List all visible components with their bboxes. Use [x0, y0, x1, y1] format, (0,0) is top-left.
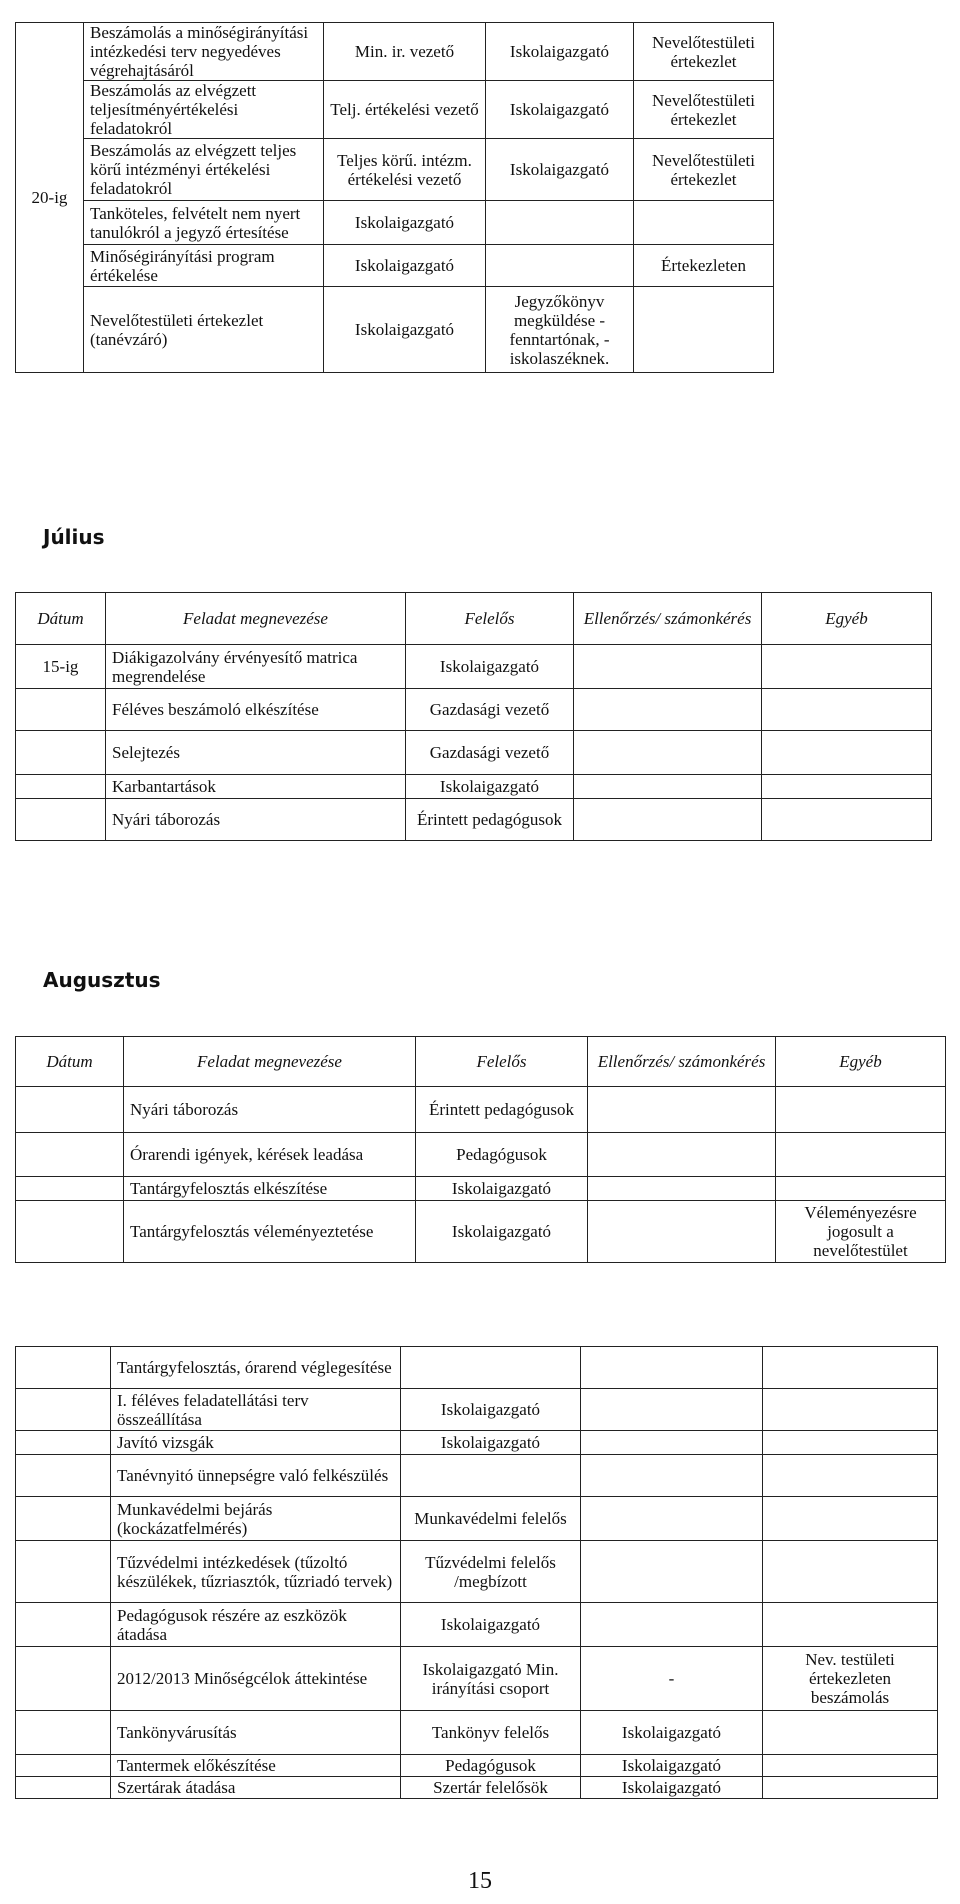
task-cell: Nevelőtestületi értekezlet (tanévzáró)	[84, 287, 324, 373]
header-owner: Felelős	[416, 1037, 588, 1087]
date-cell	[16, 799, 106, 841]
owner-cell: Gazdasági vezető	[406, 689, 574, 731]
check-cell: Iskolaigazgató	[581, 1755, 763, 1777]
header-task: Feladat megnevezése	[124, 1037, 416, 1087]
date-cell	[16, 1133, 124, 1177]
date-cell: 15-ig	[16, 645, 106, 689]
other-cell: Nev. testületi értekezleten beszámolás	[763, 1647, 938, 1711]
header-task: Feladat megnevezése	[106, 593, 406, 645]
task-cell: Tantárgyfelosztás elkészítése	[124, 1177, 416, 1201]
task-cell: I. féléves feladatellátási terv összeállítása	[111, 1389, 401, 1431]
other-cell	[776, 1133, 946, 1177]
other-cell: Értekezleten	[634, 245, 774, 287]
task-cell: Beszámolás az elvégzett teljesítményértékelési feladatokról	[84, 81, 324, 139]
date-cell	[16, 1711, 111, 1755]
check-cell	[581, 1347, 763, 1389]
other-cell: Nevelőtestületi értekezlet	[634, 139, 774, 201]
augusztus-continued-table	[15, 1346, 938, 1799]
check-cell	[581, 1389, 763, 1431]
table-row	[16, 645, 932, 689]
other-cell	[762, 645, 932, 689]
other-cell: Nevelőtestületi értekezlet	[634, 23, 774, 81]
other-cell	[763, 1711, 938, 1755]
task-cell: Tanévnyitó ünnepségre való felkészülés	[111, 1455, 401, 1497]
page-number: 15	[468, 1868, 492, 1894]
other-cell: Nevelőtestületi értekezlet	[634, 81, 774, 139]
task-cell: Féléves beszámoló elkészítése	[106, 689, 406, 731]
task-cell: Tantárgyfelosztás, órarend véglegesítése	[111, 1347, 401, 1389]
owner-cell: Iskolaigazgató Min. irányítási csoport	[401, 1647, 581, 1711]
owner-cell: Pedagógusok	[401, 1755, 581, 1777]
other-cell	[762, 689, 932, 731]
table-row	[16, 1777, 938, 1799]
check-cell	[574, 689, 762, 731]
owner-cell: Teljes körű. intézm. értékelési vezető	[324, 139, 486, 201]
other-cell	[634, 287, 774, 373]
check-cell: Jegyzőkönyv megküldése - fenntartónak, - iskolaszéknek.	[486, 287, 634, 373]
check-cell	[581, 1431, 763, 1455]
header-date: Dátum	[16, 1037, 124, 1087]
table-row	[16, 1389, 938, 1431]
other-cell	[762, 775, 932, 799]
task-cell: Munkavédelmi bejárás (kockázatfelmérés)	[111, 1497, 401, 1541]
table-row	[16, 1431, 938, 1455]
owner-cell: Iskolaigazgató	[416, 1177, 588, 1201]
header-owner: Felelős	[406, 593, 574, 645]
task-cell: Tanköteles, felvételt nem nyert tanulókról a jegyző értesítése	[84, 201, 324, 245]
check-cell	[588, 1133, 776, 1177]
task-cell: Tankönyvárusítás	[111, 1711, 401, 1755]
other-cell	[763, 1497, 938, 1541]
check-cell: Iskolaigazgató	[581, 1777, 763, 1799]
table-row	[16, 23, 774, 81]
check-cell	[486, 245, 634, 287]
table-header-row	[16, 1037, 946, 1087]
owner-cell: Iskolaigazgató	[324, 245, 486, 287]
check-cell	[588, 1177, 776, 1201]
owner-cell: Érintett pedagógusok	[406, 799, 574, 841]
owner-cell: Min. ir. vezető	[324, 23, 486, 81]
other-cell	[776, 1177, 946, 1201]
task-cell: Selejtezés	[106, 731, 406, 775]
table-header-row	[16, 593, 932, 645]
table-row	[16, 201, 774, 245]
task-cell: Beszámolás a minőségirányítási intézkedési terv negyedéves végrehajtásáról	[84, 23, 324, 81]
owner-cell: Tűzvédelmi felelős /megbízott	[401, 1541, 581, 1603]
date-cell	[16, 1647, 111, 1711]
owner-cell	[401, 1347, 581, 1389]
check-cell	[581, 1603, 763, 1647]
owner-cell	[401, 1455, 581, 1497]
owner-cell: Érintett pedagógusok	[416, 1087, 588, 1133]
other-cell	[763, 1389, 938, 1431]
table-row	[16, 1711, 938, 1755]
section-title-augusztus: Augusztus	[43, 968, 161, 992]
check-cell: Iskolaigazgató	[486, 139, 634, 201]
table-row	[16, 81, 774, 139]
table-row	[16, 731, 932, 775]
check-cell	[574, 645, 762, 689]
table-row	[16, 1603, 938, 1647]
check-cell	[574, 731, 762, 775]
owner-cell: Iskolaigazgató	[324, 287, 486, 373]
table-row	[16, 245, 774, 287]
owner-cell: Iskolaigazgató	[401, 1603, 581, 1647]
table-row	[16, 1755, 938, 1777]
table-row	[16, 1177, 946, 1201]
owner-cell: Iskolaigazgató	[401, 1431, 581, 1455]
task-cell: Javító vizsgák	[111, 1431, 401, 1455]
header-date: Dátum	[16, 593, 106, 645]
table-row	[16, 1647, 938, 1711]
header-other: Egyéb	[762, 593, 932, 645]
owner-cell: Szertár felelősök	[401, 1777, 581, 1799]
date-cell	[16, 1603, 111, 1647]
augusztus-table	[15, 1036, 946, 1263]
task-cell: Szertárak átadása	[111, 1777, 401, 1799]
task-cell: Nyári táborozás	[106, 799, 406, 841]
check-cell: Iskolaigazgató	[486, 81, 634, 139]
header-check: Ellenőrzés/ számonkérés	[588, 1037, 776, 1087]
owner-cell: Munkavédelmi felelős	[401, 1497, 581, 1541]
other-cell	[634, 201, 774, 245]
julius-table	[15, 592, 932, 841]
table-row	[16, 1133, 946, 1177]
other-cell	[763, 1431, 938, 1455]
check-cell	[581, 1497, 763, 1541]
table-row	[16, 139, 774, 201]
table-row	[16, 1497, 938, 1541]
owner-cell: Iskolaigazgató	[324, 201, 486, 245]
header-other: Egyéb	[776, 1037, 946, 1087]
date-cell	[16, 1177, 124, 1201]
date-cell	[16, 1389, 111, 1431]
check-cell	[581, 1455, 763, 1497]
section-title-julius: Július	[43, 525, 105, 549]
other-cell	[763, 1777, 938, 1799]
table-row	[16, 775, 932, 799]
owner-cell: Tankönyv felelős	[401, 1711, 581, 1755]
other-cell	[763, 1755, 938, 1777]
table-row	[16, 1201, 946, 1263]
date-cell	[16, 689, 106, 731]
check-cell	[588, 1201, 776, 1263]
other-cell	[762, 799, 932, 841]
date-cell	[16, 1087, 124, 1133]
table-row	[16, 689, 932, 731]
other-cell	[763, 1603, 938, 1647]
other-cell	[762, 731, 932, 775]
task-cell: Beszámolás az elvégzett teljes körű intézményi értékelési feladatokról	[84, 139, 324, 201]
other-cell: Véleményezésre jogosult a nevelőtestület	[776, 1201, 946, 1263]
task-cell: Pedagógusok részére az eszközök átadása	[111, 1603, 401, 1647]
date-cell	[16, 1755, 111, 1777]
date-cell	[16, 731, 106, 775]
other-cell	[776, 1087, 946, 1133]
date-cell	[16, 1201, 124, 1263]
check-cell	[581, 1541, 763, 1603]
date-cell	[16, 1497, 111, 1541]
task-cell: Minőségirányítási program értékelése	[84, 245, 324, 287]
date-cell	[16, 1777, 111, 1799]
check-cell: Iskolaigazgató	[486, 23, 634, 81]
check-cell	[574, 775, 762, 799]
table-row	[16, 287, 774, 373]
owner-cell: Iskolaigazgató	[406, 645, 574, 689]
check-cell	[574, 799, 762, 841]
owner-cell: Gazdasági vezető	[406, 731, 574, 775]
task-cell: Tantermek előkészítése	[111, 1755, 401, 1777]
task-cell: 2012/2013 Minőségcélok áttekintése	[111, 1647, 401, 1711]
table-row	[16, 1455, 938, 1497]
owner-cell: Iskolaigazgató	[416, 1201, 588, 1263]
check-cell	[588, 1087, 776, 1133]
task-cell: Órarendi igények, kérések leadása	[124, 1133, 416, 1177]
date-cell	[16, 1455, 111, 1497]
task-cell: Karbantartások	[106, 775, 406, 799]
task-cell: Tantárgyfelosztás véleményeztetése	[124, 1201, 416, 1263]
owner-cell: Telj. értékelési vezető	[324, 81, 486, 139]
header-check: Ellenőrzés/ számonkérés	[574, 593, 762, 645]
check-cell: Iskolaigazgató	[581, 1711, 763, 1755]
table-row	[16, 1087, 946, 1133]
date-cell	[16, 1541, 111, 1603]
date-cell	[16, 1347, 111, 1389]
top-table	[15, 22, 774, 373]
owner-cell: Iskolaigazgató	[401, 1389, 581, 1431]
table-row	[16, 799, 932, 841]
date-cell	[16, 775, 106, 799]
task-cell: Diákigazolvány érvényesítő matrica megrendelése	[106, 645, 406, 689]
other-cell	[763, 1541, 938, 1603]
task-cell: Nyári táborozás	[124, 1087, 416, 1133]
other-cell	[763, 1347, 938, 1389]
table-row	[16, 1347, 938, 1389]
owner-cell: Iskolaigazgató	[406, 775, 574, 799]
task-cell: Tűzvédelmi intézkedések (tűzoltó készülékek, tűzriasztók, tűzriadó tervek)	[111, 1541, 401, 1603]
table-row	[16, 1541, 938, 1603]
other-cell	[763, 1455, 938, 1497]
owner-cell: Pedagógusok	[416, 1133, 588, 1177]
date-cell: 20-ig	[16, 23, 84, 373]
check-cell	[486, 201, 634, 245]
date-cell	[16, 1431, 111, 1455]
check-cell: -	[581, 1647, 763, 1711]
